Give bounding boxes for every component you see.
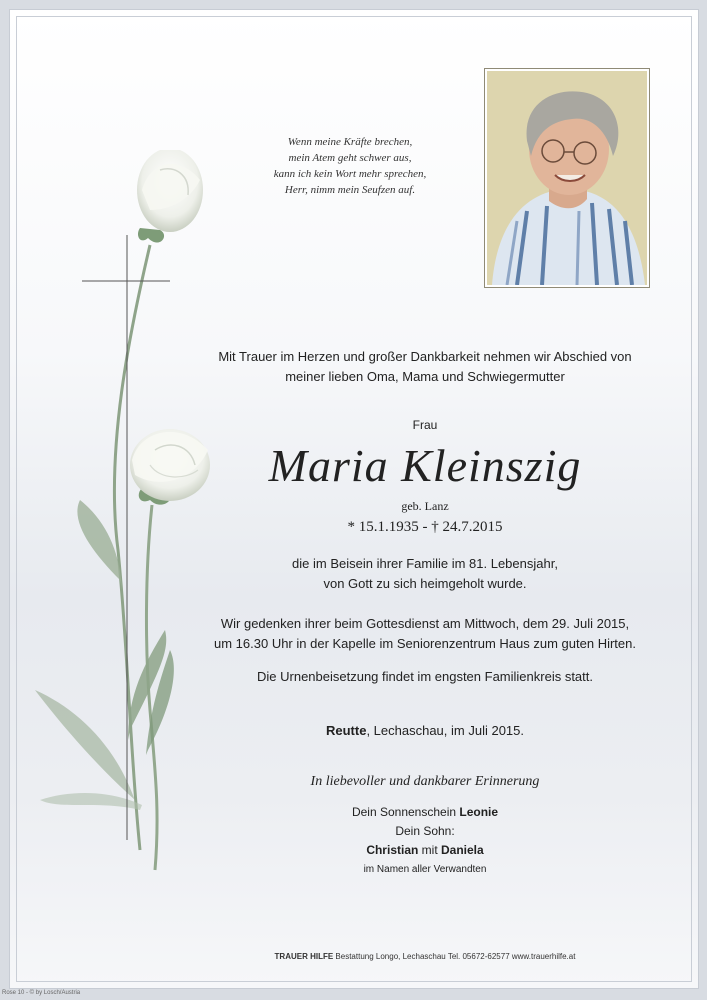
family-line [190,841,660,860]
intro-line: meiner lieben Oma, Mama und Schwiegermutter [285,369,565,384]
intro-text [190,347,660,387]
family-connector: mit [418,843,441,857]
passing-text [190,554,660,594]
service-line: um 16.30 Uhr in der Kapelle im Seniorenzentrum Haus zum guten Hirten. [214,636,636,651]
remembrance-text: In liebevoller und dankbarer Erinnerung [310,774,540,789]
footer [190,952,660,961]
deceased-name: Maria Kleinszig [268,440,582,491]
portrait-photo [487,71,647,285]
footer-text: Bestattung Longo, Lechaschau Tel. 05672-62577 www.trauerhilfe.at [333,952,576,961]
image-credit: Rose 10 - © by Losch/Austria [2,990,81,996]
place-date [190,723,660,738]
service-line: Wir gedenken ihrer beim Gottesdienst am Mittwoch, dem 29. Juli 2015, [220,616,630,631]
place-town: Reutte [326,723,367,738]
passing-line: von Gott zu sich heimgeholt wurde. [323,576,527,591]
family-name: Christian [366,843,419,857]
poem-line: kann ich kein Wort mehr sprechen, [273,168,427,180]
poem-line: mein Atem geht schwer aus, [288,152,412,164]
family-line [190,803,660,822]
family-line: im Namen aller Verwandten [363,864,487,875]
family-name: Leonie [459,805,499,819]
service-text [190,614,660,654]
salutation: Frau [412,418,438,432]
poem-line: Wenn meine Kräfte brechen, [287,136,413,148]
passing-line: die im Beisein ihrer Familie im 81. Lebensjahr, [292,556,558,571]
family-signatures [190,803,660,879]
family-name: Daniela [441,843,484,857]
place-rest: , Lechaschau, im Juli 2015. [366,723,524,738]
poem-line: Herr, nimm mein Seufzen auf. [284,184,416,196]
obituary-page [10,10,698,988]
portrait-photo-frame [484,68,650,288]
family-prefix: Dein Sonnenschein [351,805,460,819]
urn-text: Die Urnenbeisetzung findet im engsten Familienkreis statt. [257,669,593,684]
poem [250,134,450,198]
life-dates: * 15.1.1935 - † 24.7.2015 [347,519,503,535]
birth-name: geb. Lanz [401,499,449,513]
footer-brand: TRAUER HILFE [274,952,334,961]
intro-line: Mit Trauer im Herzen und großer Dankbarkeit nehmen wir Abschied von [218,349,632,364]
family-line: Dein Sohn: [395,824,455,838]
